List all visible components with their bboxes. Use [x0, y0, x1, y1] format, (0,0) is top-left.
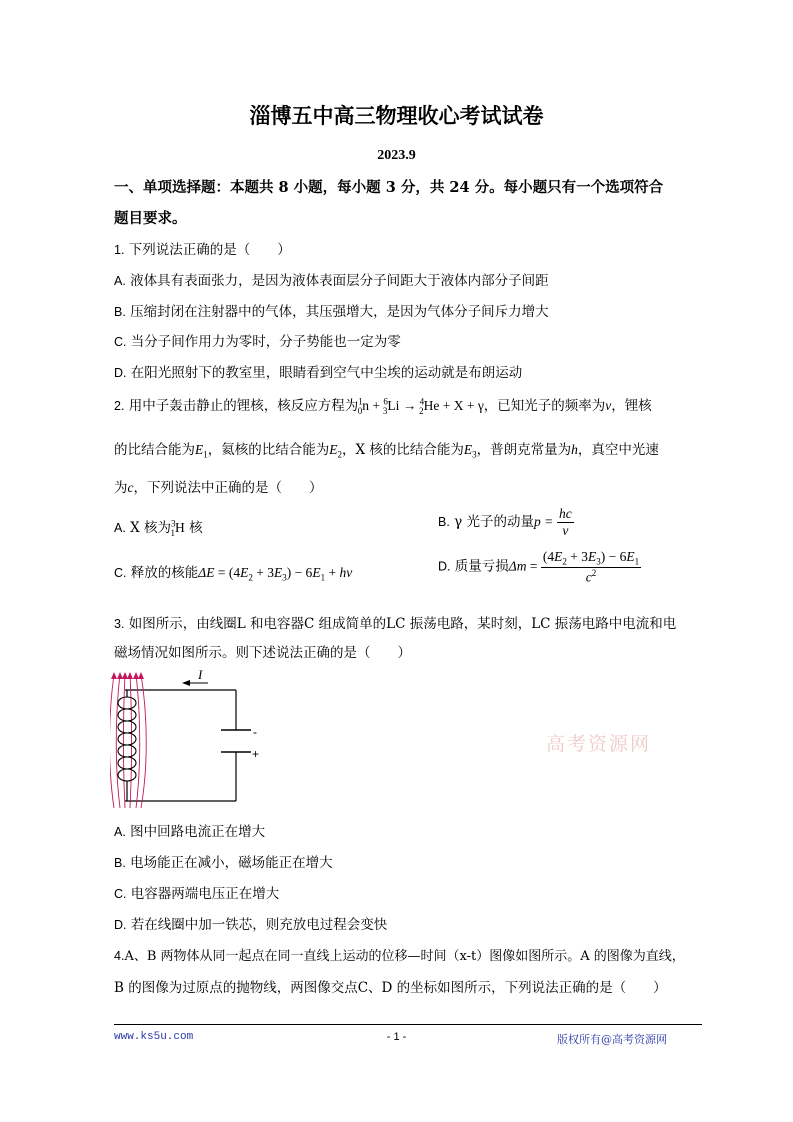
footer-link[interactable]: www.ks5u.com — [114, 1031, 194, 1043]
q4-stem-line1: 4.A、B 两物体从同一起点在同一直线上运动的位移—时间（x-t）图像如图所示。A 的图像为直线， — [114, 949, 685, 964]
footer-copyright[interactable]: 版权所有@高考资源网 — [557, 1033, 667, 1046]
inductor-coil — [118, 697, 136, 781]
q1-option-b: B. 压缩封闭在注射器中的气体，其压强增大，是因为气体分子间斥力增大 — [114, 304, 549, 320]
q3-option-a: A. 图中回路电流正在增大 — [114, 824, 266, 840]
q3-stem-line2: 磁场情况如图所示。则下述说法正确的是（ ） — [114, 645, 411, 661]
section-heading-line1: 一、单项选择题：本题共 8 小题，每小题 3 分，共 24 分。每小题只有一个选项符合 — [114, 179, 664, 196]
q4-stem-line2: B 的图像为过原点的抛物线，两图像交点C、D 的坐标如图所示，下列说法正确的是（ ） — [114, 980, 667, 996]
watermark: 高考资源网 — [546, 733, 652, 755]
q3-option-c: C. 电容器两端电压正在增大 — [114, 886, 280, 902]
section-heading-line2: 题目要求。 — [114, 210, 187, 227]
magnetic-field-lines — [110, 674, 146, 808]
q2-stem-line1: 2. 用中子轰击静止的锂核，核反应方程为$^1_0$n + $^6_3$Li → $^4_2$He + X + γ，已知光子的频率为ν，锂核 — [114, 396, 652, 416]
footer-divider — [114, 1024, 702, 1025]
q1-option-c: C. 当分子间作用力为零时，分子势能也一定为零 — [114, 334, 401, 350]
q1-option-d: D. 在阳光照射下的教室里，眼睛看到空气中尘埃的运动就是布朗运动 — [114, 365, 523, 381]
current-arrow-head — [182, 680, 190, 686]
q3-stem-line1: 3. 如图所示，由线圈L 和电容器C 组成简单的LC 振荡电路，某时刻，LC 振荡电路中电流和电 — [114, 616, 677, 632]
current-label: I — [198, 668, 203, 682]
q1-option-a: A. 液体具有表面张力，是因为液体表面层分子间距大于液体内部分子间距 — [114, 273, 549, 289]
nuclear-equation: $^1_0$n + $^6_3$Li → $^4_2$He + X + γ — [357, 396, 484, 416]
exam-date: 2023.9 — [377, 148, 416, 163]
q2-option-b: B. γ 光子的动量p = $\frac{hc}{\nu}$ — [438, 506, 572, 538]
q2-option-c: C. 释放的核能$\Delta E = (4E_2 + 3E_3) - 6E_1 + h\nu$ — [114, 565, 353, 583]
field-arrow-heads — [111, 672, 144, 679]
q3-option-d: D. 若在线圈中加一铁芯，则充放电过程会变快 — [114, 917, 388, 933]
minus-sign: - — [253, 725, 257, 739]
q2-stem-line2: 的比结合能为$E_1$，氦核的比结合能为$E_2$，X 核的比结合能为$E_3$，普朗克常量为h，真空中光速 — [114, 442, 659, 460]
page-title: 淄博五中高三物理收心考试试卷 — [249, 103, 544, 128]
q2-option-a: A. X 核为$^3_1$H 核 — [114, 518, 203, 538]
plus-sign: + — [252, 747, 260, 761]
q1-stem: 1. 下列说法正确的是（ ） — [114, 242, 291, 258]
q2-option-d: D. 质量亏损Δm = $\frac{(4E_2 + 3E_3) - 6E_1}{c^2}$ — [438, 549, 640, 585]
page-number: - 1 - — [386, 1031, 407, 1043]
q2-stem-line3: 为c，下列说法中正确的是（ ） — [114, 480, 323, 496]
q3-option-b: B. 电场能正在减小，磁场能正在增大 — [114, 855, 333, 871]
lc-circuit-diagram — [110, 668, 280, 813]
